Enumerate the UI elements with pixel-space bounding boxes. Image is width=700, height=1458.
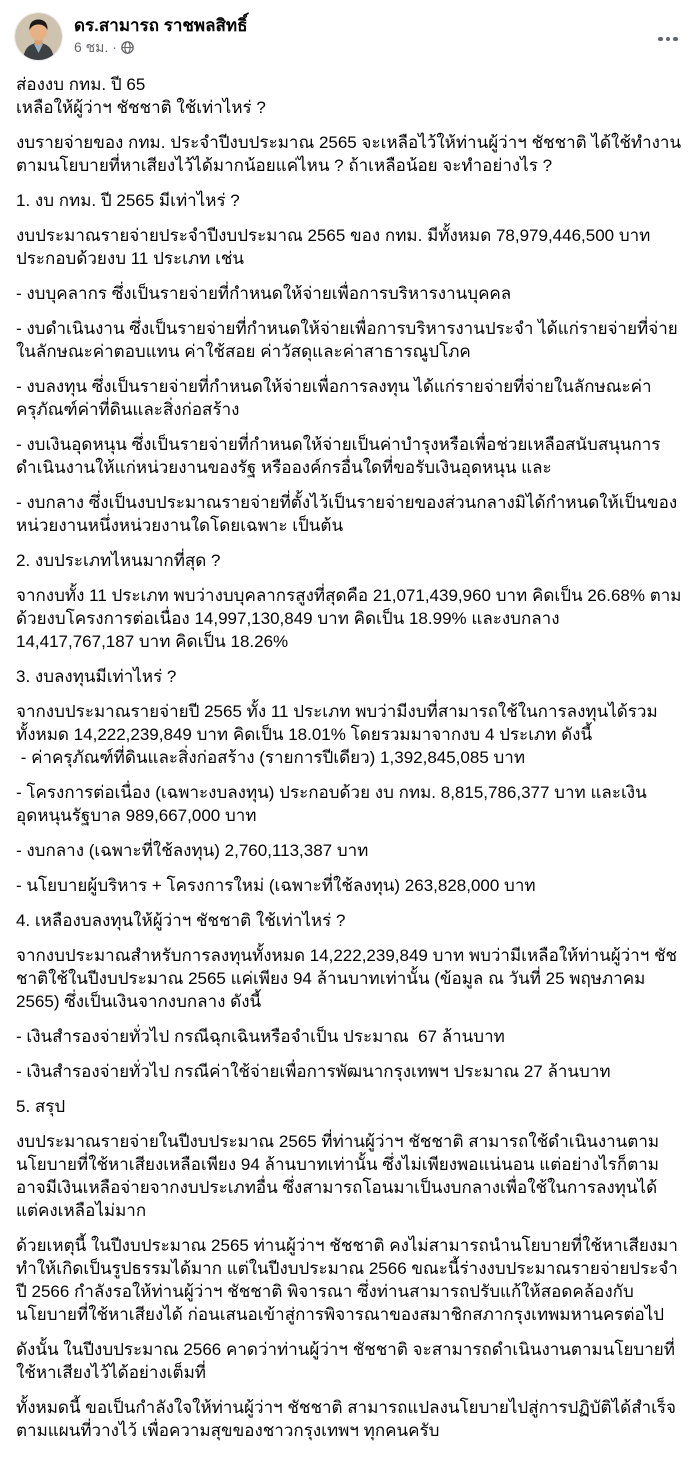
post-paragraph: งบรายจ่ายของ กทม. ประจำปีงบประมาณ 2565 จะเหลือไว้ให้ท่านผู้ว่าฯ ชัชชาติ ได้ใช้ทำงานตามนโยบายที่หาเสียงไว้ได้มากน้อยแค่ไหน ? ถ้าเหลือน้อย จะทำอย่างไร ?: [16, 133, 682, 175]
post-paragraph: ดังนั้น ในปีงบประมาณ 2566 คาดว่าท่านผู้ว่าฯ ชัชชาติ จะสามารถดำเนินงานตามนโยบายที่ใช้หาเสียงไว้ได้อย่างเต็มที่: [16, 1340, 675, 1382]
post-paragraph: - เงินสำรองจ่ายทั่วไป กรณีฉุกเฉินหรือจำเป็น ประมาณ 67 ล้านบาท: [16, 1027, 505, 1046]
post-paragraph: ด้วยเหตุนี้ ในปีงบประมาณ 2565 ท่านผู้ว่าฯ ชัชชาติ คงไม่สามารถนำนโยบายที่ใช้หาเสียงมาทำให้เกิดเป็นรูปธรรมได้มาก แต่ในปีงบประมาณ 2566 ขณะนี้ร่างงบประมาณรายจ่ายประจำปี 2566 กำลังรอให้ท่านผู้ว่าฯ ชัชชาติ พิจารณา ซึ่งท่านสามารถปรับแก้ให้สอดคล้องกับนโยบายที่ใช้หาเสียงได้ ก่อนเสนอเข้าสู่การพิจารณาของสมาชิกสภากรุงเทพมหานครต่อไป: [16, 1236, 678, 1324]
post-paragraph: - งบเงินอุดหนุน ซึ่งเป็นรายจ่ายที่กำหนดให้จ่ายเป็นค่าบำรุงหรือเพื่อช่วยเหลือสนับสนุนการดำเนินงานให้แก่หน่วยงานของรัฐ หรือองค์กรอื่นใดที่ขอรับเงินอุดหนุน และ: [16, 435, 661, 477]
post-paragraph: - งบกลาง (เฉพาะที่ใช้ลงทุน) 2,760,113,387 บาท: [16, 841, 369, 860]
meta-separator: ·: [112, 39, 117, 55]
post-paragraph: - เงินสำรองจ่ายทั่วไป กรณีค่าใช้จ่ายเพื่อการพัฒนากรุงเทพฯ ประมาณ 27 ล้านบาท: [16, 1062, 611, 1081]
post-paragraph: จากงบประมาณรายจ่ายปี 2565 ทั้ง 11 ประเภท พบว่ามีงบที่สามารถใช้ในการลงทุนได้รวมทั้งหมด 14,222,239,849 บาท คิดเป็น 18.01% โดยรวมมาจากงบ 4 ประเภท ดังนี้ - ค่าครุภัณฑ์ที่ดินและสิ่งก่อสร้าง (รายการปีเดียว) 1,392,845,085 บาท: [16, 702, 658, 767]
post-paragraph: งบประมาณรายจ่ายในปีงบประมาณ 2565 ที่ท่านผู้ว่าฯ ชัชชาติ สามารถใช้ดำเนินงานตามนโยบายที่ใช้หาเสียงเหลือเพียง 94 ล้านบาทเท่านั้น ซึ่งไม่เพียงพอแน่นอน แต่อย่างไรก็ตามอาจมีเงินเหลือจ่ายจากงบประเภทอื่น ซึ่งสามารถโอนมาเป็นงบกลางเพื่อใช้ในการลงทุนได้ แต่คงเหลือไม่มาก: [16, 1132, 662, 1220]
post-paragraph: - งบลงทุน ซึ่งเป็นรายจ่ายที่กำหนดให้จ่ายเพื่อการลงทุน ได้แก่รายจ่ายที่จ่ายในลักษณะค่าครุภัณฑ์ค่าที่ดินและสิ่งก่อสร้าง: [16, 377, 652, 419]
post-timestamp[interactable]: 6 ชม.: [74, 39, 109, 55]
post-paragraph: ส่องงบ กทม. ปี 65 เหลือให้ผู้ว่าฯ ชัชชาติ ใช้เท่าไหร่ ?: [16, 75, 266, 117]
avatar-image: [15, 13, 62, 60]
post-paragraph: 5. สรุป: [16, 1097, 66, 1116]
post-paragraph: - งบดำเนินงาน ซึ่งเป็นรายจ่ายที่กำหนดให้จ่ายเพื่อการบริหารงานประจำ ได้แก่รายจ่ายที่จ่ายในลักษณะค่าตอบแทน ค่าใช้สอย ค่าวัสดุและค่าสาธารณูปโภค: [16, 319, 678, 361]
post-paragraph: - งบกลาง ซึ่งเป็นงบประมาณรายจ่ายที่ตั้งไว้เป็นรายจ่ายของส่วนกลางมิได้กำหนดให้เป็นของหน่วยงานหนึ่งหน่วยงานใดโดยเฉพาะ เป็นต้น: [16, 493, 678, 535]
post-header: [0, 0, 700, 65]
author-name[interactable]: ดร.สามารถ ราชพลสิทธิ์: [74, 16, 248, 35]
post-body: [0, 65, 700, 1458]
globe-icon: [121, 41, 134, 54]
post-paragraph: - นโยบายผู้บริหาร + โครงการใหม่ (เฉพาะที่ใช้ลงทุน) 263,828,000 บาท: [16, 876, 536, 895]
more-options-icon: [658, 37, 678, 42]
post-paragraph: งบประมาณรายจ่ายประจำปีงบประมาณ 2565 ของ กทม. มีทั้งหมด 78,979,446,500 บาท ประกอบด้วยงบ 11 ประเภท เช่น: [16, 226, 656, 268]
post-paragraph: - งบบุคลากร ซึ่งเป็นรายจ่ายที่กำหนดให้จ่ายเพื่อการบริหารงานบุคคล: [16, 284, 512, 303]
more-options-button[interactable]: [650, 24, 686, 54]
profile-avatar[interactable]: [14, 12, 63, 61]
header-meta: [74, 12, 684, 57]
post-paragraph: - โครงการต่อเนื่อง (เฉพาะงบลงทุน) ประกอบด้วย งบ กทม. 8,815,786,377 บาท และเงินอุดหนุนรัฐบาล 989,667,000 บาท: [16, 783, 647, 825]
post-paragraph: 2. งบประเภทไหนมากที่สุด ?: [16, 551, 221, 570]
post-paragraph: ทั้งหมดนี้ ขอเป็นกำลังใจให้ท่านผู้ว่าฯ ชัชชาติ สามารถแปลงนโยบายไปสู่การปฏิบัติได้สำเร็จตามแผนที่วางไว้ เพื่อความสุขของชาวกรุงเทพฯ ทุกคนครับ: [16, 1398, 677, 1440]
post-paragraph: 4. เหลืองบลงทุนให้ผู้ว่าฯ ชัชชาติ ใช้เท่าไหร่ ?: [16, 911, 346, 930]
post-paragraph: จากงบทั้ง 11 ประเภท พบว่างบบุคลากรสูงที่สุดคือ 21,071,439,960 บาท คิดเป็น 26.68% ตามด้วยงบโครงการต่อเนื่อง 14,997,130,849 บาท คิดเป็น 18.99% และงบกลาง 14,417,767,187 บาท คิดเป็น 18.26%: [16, 586, 682, 651]
post-paragraph: 3. งบลงทุนมีเท่าไหร่ ?: [16, 667, 177, 686]
post-meta-row: [74, 38, 684, 57]
post-paragraph: 1. งบ กทม. ปี 2565 มีเท่าไหร่ ?: [16, 191, 240, 210]
post-paragraph: จากงบประมาณสำหรับการลงทุนทั้งหมด 14,222,239,849 บาท พบว่ามีเหลือให้ท่านผู้ว่าฯ ชัชชาติใช้ในปีงบประมาณ 2565 แค่เพียง 94 ล้านบาทเท่านั้น (ข้อมูล ณ วันที่ 25 พฤษภาคม 2565) ซึ่งเป็นเงินจากงบกลาง ดังนี้: [16, 946, 678, 1011]
